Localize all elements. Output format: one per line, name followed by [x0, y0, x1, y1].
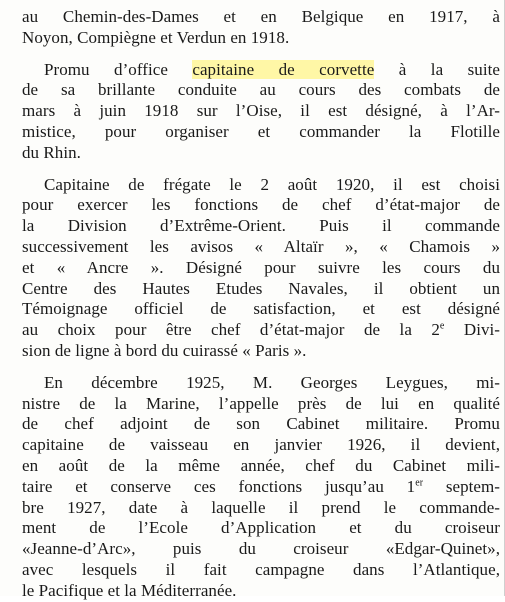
line-text: Capitaine de frégate le 2 août 1920, il est choisi — [44, 174, 500, 194]
line-text: nistre de la Marine, l’appelle près de lui en qualité — [22, 393, 500, 413]
line-text: de sa brillante conduite au cours des combats de — [22, 80, 500, 100]
line-text: pour exercer les fonctions de chef d’état-major de — [22, 195, 500, 215]
line-text: Divi- — [444, 320, 501, 340]
paragraph — [22, 175, 500, 362]
text-line — [22, 28, 500, 49]
text-line — [22, 143, 500, 164]
highlighted-text: capitaine de corvette — [192, 59, 375, 79]
text-line — [22, 456, 500, 477]
text-line — [22, 373, 500, 394]
text-line — [22, 394, 500, 415]
text-line — [22, 477, 500, 498]
line-text: capitaine de vaisseau en janvier 1926, il devient, — [22, 435, 500, 455]
text-line — [22, 216, 500, 237]
line-text: Témoignage officiel de satisfaction, et est désigné — [22, 299, 500, 319]
document-body — [22, 7, 500, 602]
line-text: successivement les avisos « Altaïr », « Chamois » — [22, 236, 500, 256]
text-line — [22, 518, 500, 539]
paragraph-gap — [22, 164, 500, 175]
superscript: er — [415, 477, 424, 489]
text-line — [22, 581, 500, 602]
line-text: Promu d’office — [44, 59, 193, 79]
text-line — [22, 414, 500, 435]
text-line — [22, 320, 500, 341]
text-line — [22, 80, 500, 101]
line-text: bre 1927, date à laquelle il prend le commande- — [22, 497, 500, 517]
line-text: au choix pour être chef d’état-major de la 2 — [22, 320, 440, 340]
line-text: septem- — [423, 476, 501, 496]
text-line — [22, 560, 500, 581]
paragraph — [22, 7, 500, 49]
line-text: Centre des Hautes Etudes Navales, il obtient un — [22, 278, 500, 298]
line-text: du Rhin. — [22, 142, 81, 162]
line-text: En décembre 1925, M. Georges Leygues, mi- — [44, 372, 500, 392]
paragraph-gap — [22, 49, 500, 60]
line-text: Noyon, Compiègne et Verdun en 1918. — [22, 27, 290, 47]
line-text: «Jeanne-d’Arc», puis du croiseur «Edgar-Quinet», — [22, 539, 500, 559]
paragraph — [22, 60, 500, 164]
line-text: ment de l’Ecole d’Application et du croiseur — [22, 518, 500, 538]
line-text: avec lesquels il fait campagne dans l’Atlantique, — [22, 559, 500, 579]
text-line — [22, 435, 500, 456]
text-line — [22, 237, 500, 258]
text-line — [22, 7, 500, 28]
superscript: e — [439, 320, 445, 332]
text-line — [22, 101, 500, 122]
paragraph-gap — [22, 362, 500, 373]
line-text: au Chemin-des-Dames et en Belgique en 1917, à — [22, 7, 500, 26]
text-line — [22, 122, 500, 143]
text-line — [22, 539, 500, 560]
line-text: sion de ligne à bord du cuirassé « Paris ». — [22, 340, 307, 360]
paragraph — [22, 373, 500, 602]
text-line — [22, 299, 500, 320]
text-line — [22, 341, 500, 362]
line-text: taire et conserve ces fonctions jusqu’au 1 — [22, 476, 416, 496]
text-line — [22, 60, 500, 81]
text-line — [22, 279, 500, 300]
line-text: le Pacifique et la Méditerranée. — [22, 580, 237, 600]
text-line — [22, 258, 500, 279]
line-text: de chef adjoint de son Cabinet militaire. Promu — [22, 414, 500, 434]
line-text: mars à juin 1918 sur l’Oise, il est désigné, à l’Ar- — [22, 101, 500, 121]
text-line — [22, 498, 500, 519]
line-text: la Division d’Extrême-Orient. Puis il commande — [22, 216, 500, 236]
text-line — [22, 195, 500, 216]
text-line — [22, 175, 500, 196]
line-text: à la suite — [374, 59, 500, 79]
line-text: mistice, pour organiser et commander la Flotille — [22, 121, 500, 141]
line-text: et « Ancre ». Désigné pour suivre les cours du — [22, 257, 500, 277]
line-text: en août de la même année, chef du Cabinet mili- — [22, 455, 500, 475]
